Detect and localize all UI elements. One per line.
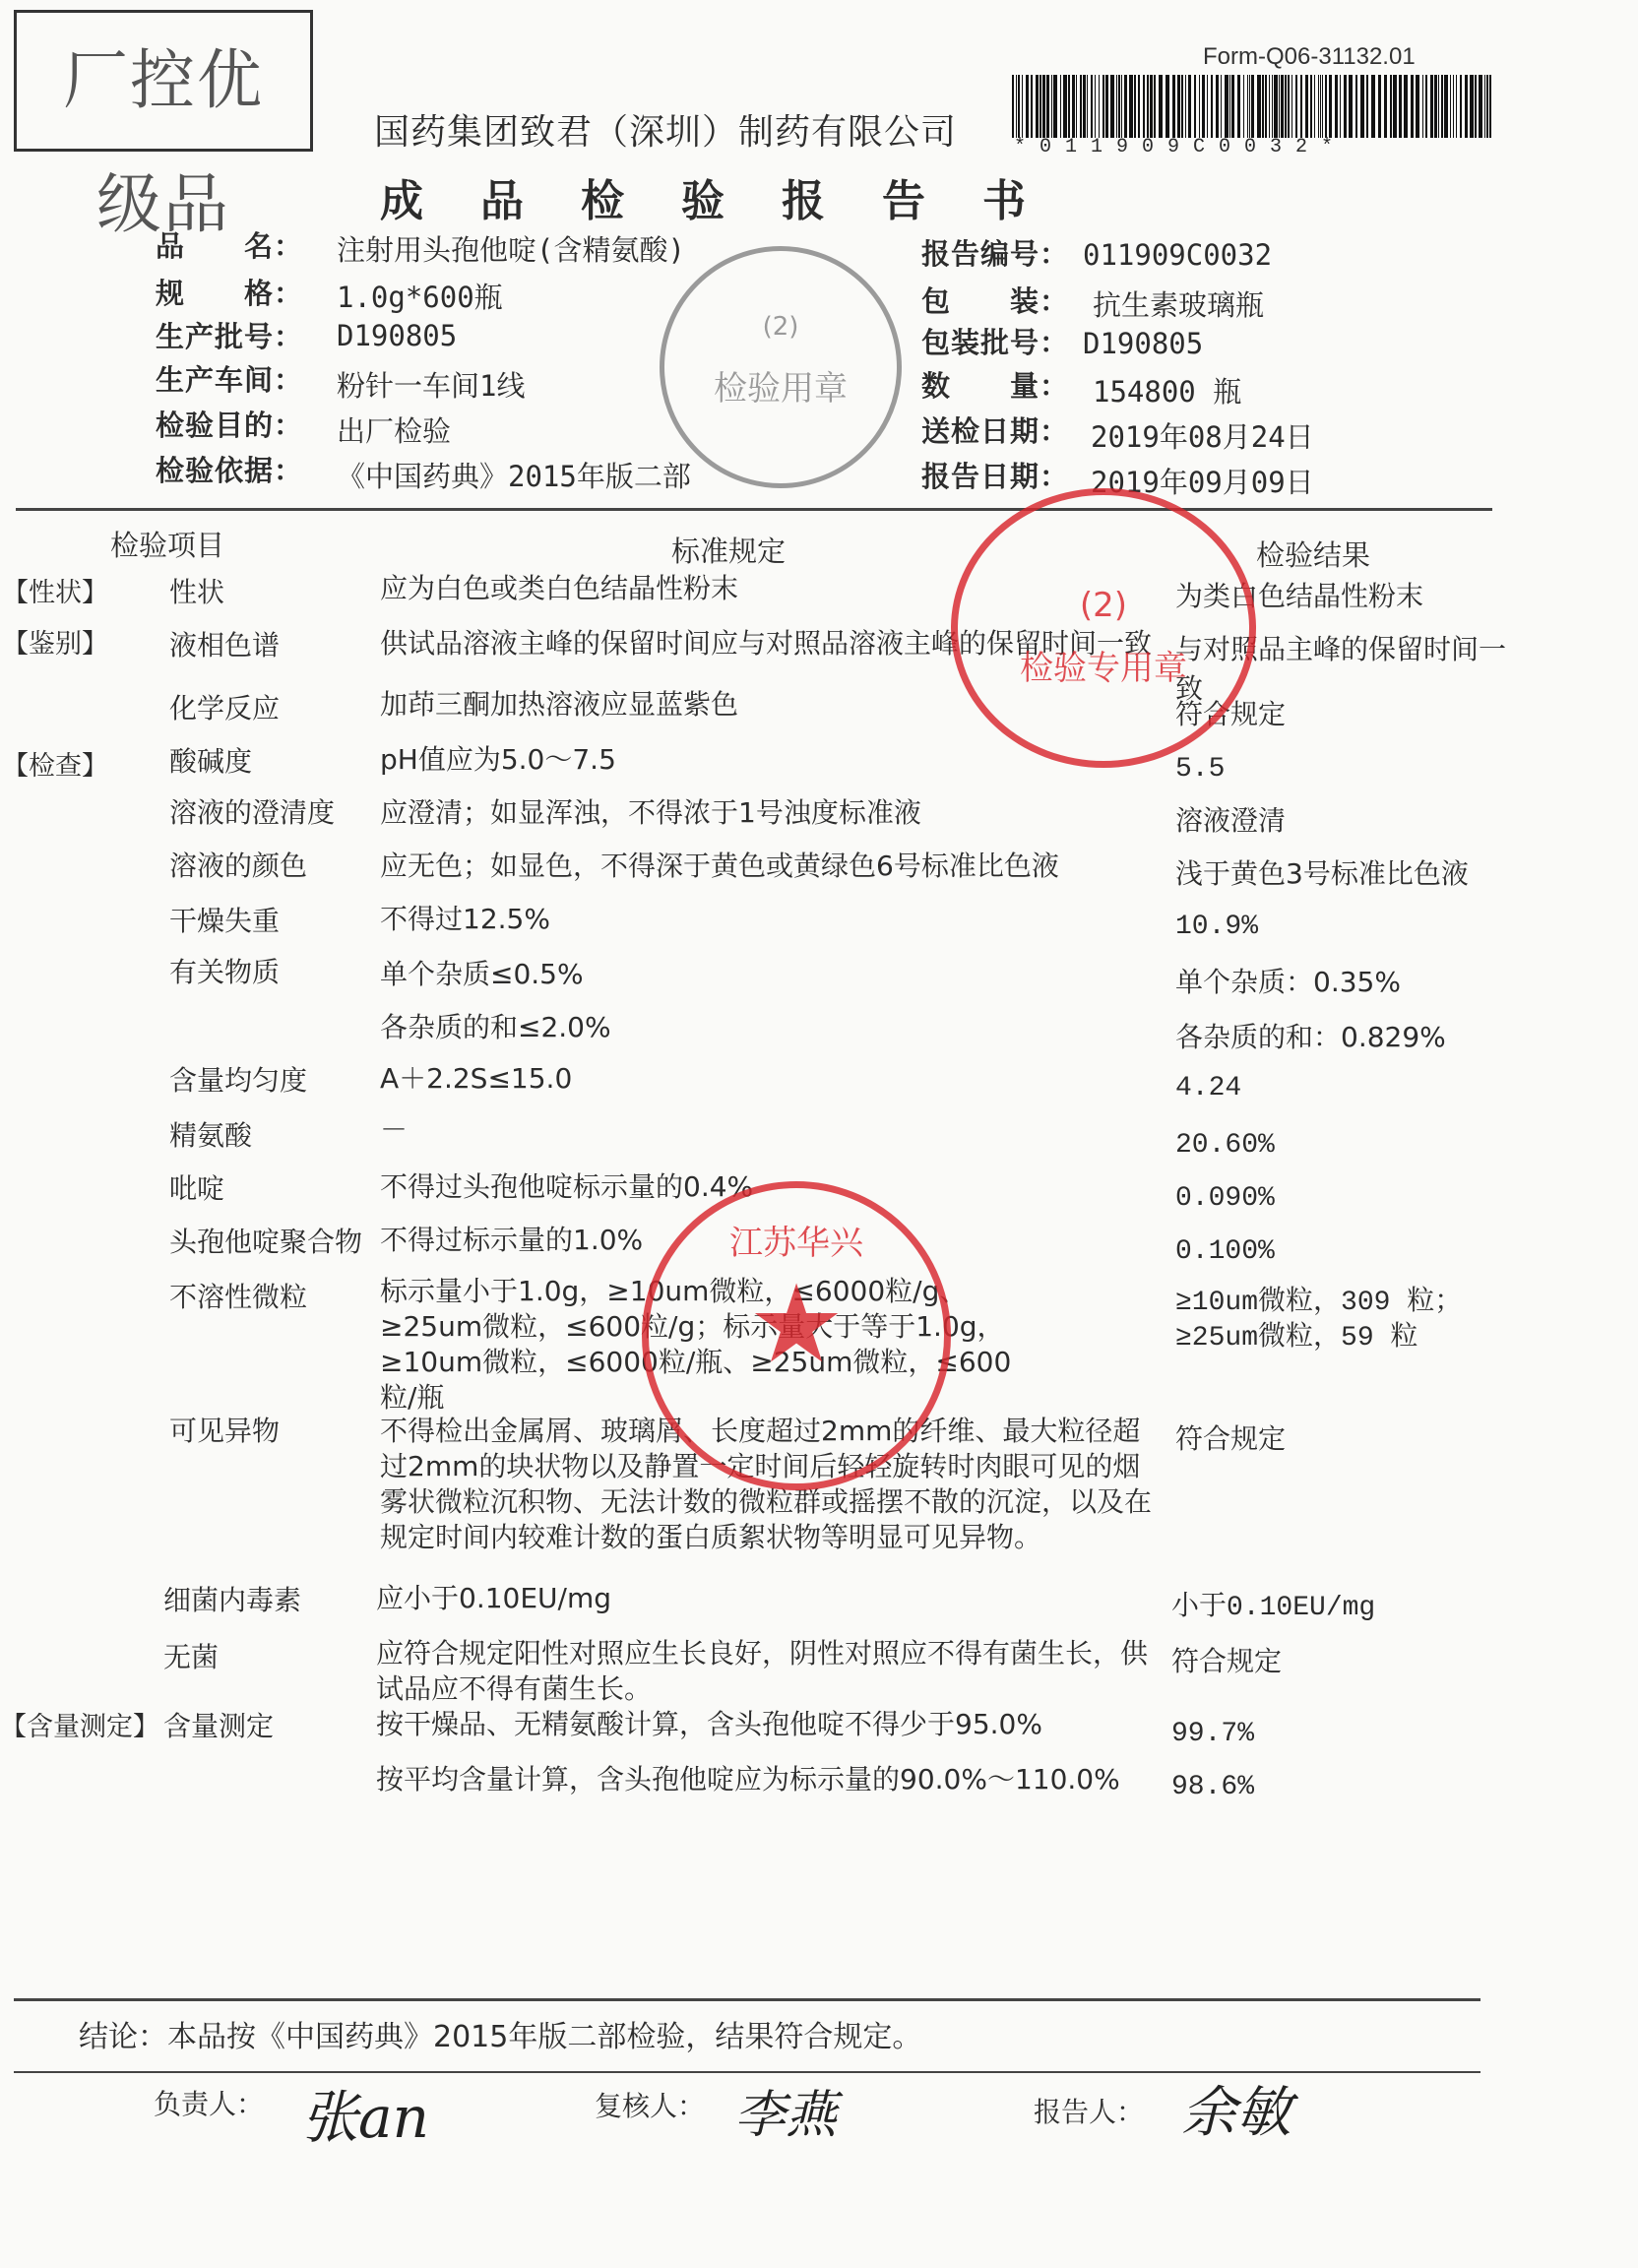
- header-item: 检验项目: [110, 529, 225, 562]
- barcode: [1012, 75, 1492, 138]
- report-title: 成品检验报告书: [380, 176, 1083, 226]
- conclusion: 结论：本品按《中国药典》2015年版二部检验，结果符合规定。: [79, 2020, 922, 2054]
- category-label: 【含量测定】: [0, 1712, 159, 1742]
- info-value: 2019年09月09日: [1091, 466, 1314, 499]
- info-label: 包装批号：: [921, 326, 1070, 359]
- category-label: 【性状】: [2, 578, 108, 608]
- row-result: 20.60%: [1175, 1130, 1275, 1161]
- signature-label: 报告人：: [1034, 2096, 1145, 2128]
- row-result: 98.6%: [1171, 1772, 1255, 1802]
- row-result: 单个杂质：0.35%: [1175, 966, 1401, 998]
- header-result: 检验结果: [1256, 538, 1371, 572]
- row-standard: 应为白色或类白色结晶性粉末: [380, 572, 739, 604]
- info-value: 2019年08月24日: [1091, 420, 1314, 454]
- row-standard: 应无色；如显色，不得深于黄色或黄绿色6号标准比色液: [380, 850, 1059, 882]
- category-label: 【检查】: [2, 751, 108, 782]
- info-value: 抗生素玻璃瓶: [1093, 288, 1265, 322]
- inspection-seal-gray: [660, 246, 902, 488]
- row-item: 无菌: [163, 1641, 220, 1673]
- signature: 张an: [301, 2084, 429, 2151]
- info-label: 生产车间：: [156, 363, 304, 397]
- row-item: 可见异物: [169, 1415, 281, 1447]
- grade-box: 厂控优级品: [14, 10, 313, 152]
- info-value: 011909C0032: [1083, 238, 1273, 272]
- category-label: 【鉴别】: [2, 629, 108, 660]
- row-result: 5.5: [1175, 754, 1226, 785]
- row-result: 浅于黄色3号标准比色液: [1175, 857, 1469, 890]
- info-label: 数 量：: [921, 369, 1070, 403]
- signature-label: 复核人：: [595, 2090, 706, 2122]
- row-item: 吡啶: [169, 1172, 225, 1205]
- signature: 李燕: [734, 2086, 838, 2145]
- seal-text: 江苏华兴: [729, 1224, 863, 1263]
- row-item: 液相色谱: [169, 629, 281, 662]
- barcode-text: *011909C0032*: [1014, 136, 1348, 158]
- row-standard: 应小于0.10EU/mg: [376, 1582, 612, 1614]
- row-result: 与对照品主峰的保留时间一致: [1175, 633, 1507, 705]
- info-label: 规 格：: [156, 277, 304, 310]
- row-standard: 供试品溶液主峰的保留时间应与对照品溶液主峰的保留时间一致: [380, 627, 1153, 660]
- seal-text: 检验用章: [714, 369, 848, 409]
- info-label: 包 装：: [921, 284, 1070, 318]
- row-standard: 按干燥品、无精氨酸计算，含头孢他啶不得少于95.0%: [376, 1708, 1042, 1740]
- row-result: 10.9%: [1175, 912, 1259, 942]
- row-item: 有关物质: [169, 956, 281, 988]
- info-value: D190805: [1083, 327, 1204, 360]
- info-value: 注射用头孢他啶(含精氨酸): [337, 233, 685, 267]
- signature-label: 负责人：: [154, 2088, 265, 2120]
- info-label: 生产批号：: [156, 320, 304, 353]
- signature: 余敏: [1181, 2081, 1292, 2145]
- row-item: 不溶性微粒: [169, 1281, 308, 1313]
- row-standard: 不得过12.5%: [380, 903, 550, 935]
- row-result: 0.090%: [1175, 1183, 1275, 1214]
- form-number: Form-Q06-31132.01: [1203, 43, 1416, 70]
- info-value: D190805: [337, 319, 458, 352]
- company-seal-red: [642, 1181, 951, 1490]
- row-standard: 按平均含量计算，含头孢他啶应为标示量的90.0%～110.0%: [376, 1763, 1120, 1796]
- row-result: 小于0.10EU/mg: [1171, 1593, 1376, 1623]
- row-result: 0.100%: [1175, 1236, 1275, 1267]
- seal-text: 检验专用章: [1020, 649, 1187, 688]
- company-name: 国药集团致君（深圳）制药有限公司: [374, 112, 958, 153]
- row-standard: 不得过头孢他啶标示量的0.4%: [380, 1170, 754, 1203]
- row-result: 符合规定: [1175, 1422, 1287, 1455]
- row-standard: A＋2.2S≤15.0: [380, 1062, 573, 1095]
- row-standard: pH值应为5.0～7.5: [380, 743, 616, 776]
- row-item: 精氨酸: [169, 1119, 253, 1152]
- seal-number: (2): [1079, 586, 1128, 625]
- row-result: ≥10um微粒，309 粒；≥25um微粒，59 粒: [1175, 1288, 1463, 1354]
- row-item: 溶液的颜色: [169, 850, 308, 882]
- row-standard: 标示量小于1.0g，≥10um微粒，≤6000粒/g、≥25um微粒，≤600粒/g；标示量大于等于1.0g，≥10um微粒，≤6000粒/瓶、≥25um微粒，≤600粒/瓶: [380, 1275, 1012, 1414]
- row-item: 细菌内毒素: [163, 1584, 302, 1616]
- row-standard: 应澄清；如显浑浊，不得浓于1号浊度标准液: [380, 796, 921, 829]
- row-standard: 加茚三酮加热溶液应显蓝紫色: [380, 688, 739, 721]
- info-value: 出厂检验: [337, 414, 452, 448]
- row-result: 溶液澄清: [1175, 804, 1287, 837]
- row-item: 溶液的澄清度: [169, 796, 336, 829]
- row-item: 酸碱度: [169, 745, 253, 778]
- info-value: 粉针一车间1线: [337, 369, 526, 403]
- info-label: 送检日期：: [921, 414, 1070, 448]
- star-icon: ★: [747, 1261, 846, 1387]
- row-item: 化学反应: [169, 692, 281, 724]
- row-result: 符合规定: [1175, 698, 1287, 730]
- row-item: 含量均匀度: [169, 1064, 308, 1097]
- row-standard: 各杂质的和≤2.0%: [380, 1011, 611, 1043]
- divider: [16, 508, 1492, 511]
- row-result: 各杂质的和：0.829%: [1175, 1021, 1446, 1053]
- info-label: 报告编号：: [921, 237, 1070, 271]
- row-item: 性状: [169, 576, 225, 608]
- row-item: 头孢他啶聚合物: [169, 1226, 363, 1258]
- row-result: 99.7%: [1171, 1719, 1255, 1749]
- row-result: 为类白色结晶性粉末: [1175, 580, 1424, 612]
- row-result: 符合规定: [1171, 1645, 1283, 1677]
- inspection-seal-red: [951, 488, 1256, 768]
- row-standard: 应符合规定阳性对照应生长良好，阴性对照应不得有菌生长，供试品应不得有菌生长。: [376, 1637, 1149, 1705]
- divider: [14, 1998, 1480, 2001]
- info-value: 《中国药典》2015年版二部: [337, 460, 691, 493]
- row-standard: 不得检出金属屑、玻璃屑、长度超过2mm的纤维、最大粒径超过2mm的块状物以及静置一定时间后轻轻旋转时肉眼可见的烟雾状微粒沉积物、无法计数的微粒群或摇摆不散的沉淀，以及在规定时间内较难计数的蛋白质絮状物等明显可见异物。: [380, 1415, 1153, 1553]
- row-standard: 单个杂质≤0.5%: [380, 958, 584, 990]
- row-result: 4.24: [1175, 1073, 1242, 1103]
- seal-number: (2): [762, 312, 799, 342]
- row-standard: 不得过标示量的1.0%: [380, 1224, 644, 1256]
- row-item: 含量测定: [163, 1710, 275, 1742]
- info-label: 报告日期：: [921, 460, 1070, 493]
- info-label: 检验目的：: [156, 409, 304, 442]
- header-standard: 标准规定: [671, 535, 787, 568]
- info-value: 1.0g*600瓶: [337, 281, 503, 314]
- row-item: 干燥失重: [169, 905, 281, 937]
- info-value: 154800 瓶: [1093, 375, 1242, 409]
- info-label: 品 名：: [156, 229, 304, 263]
- info-label: 检验依据：: [156, 454, 304, 487]
- row-standard: －: [380, 1113, 409, 1146]
